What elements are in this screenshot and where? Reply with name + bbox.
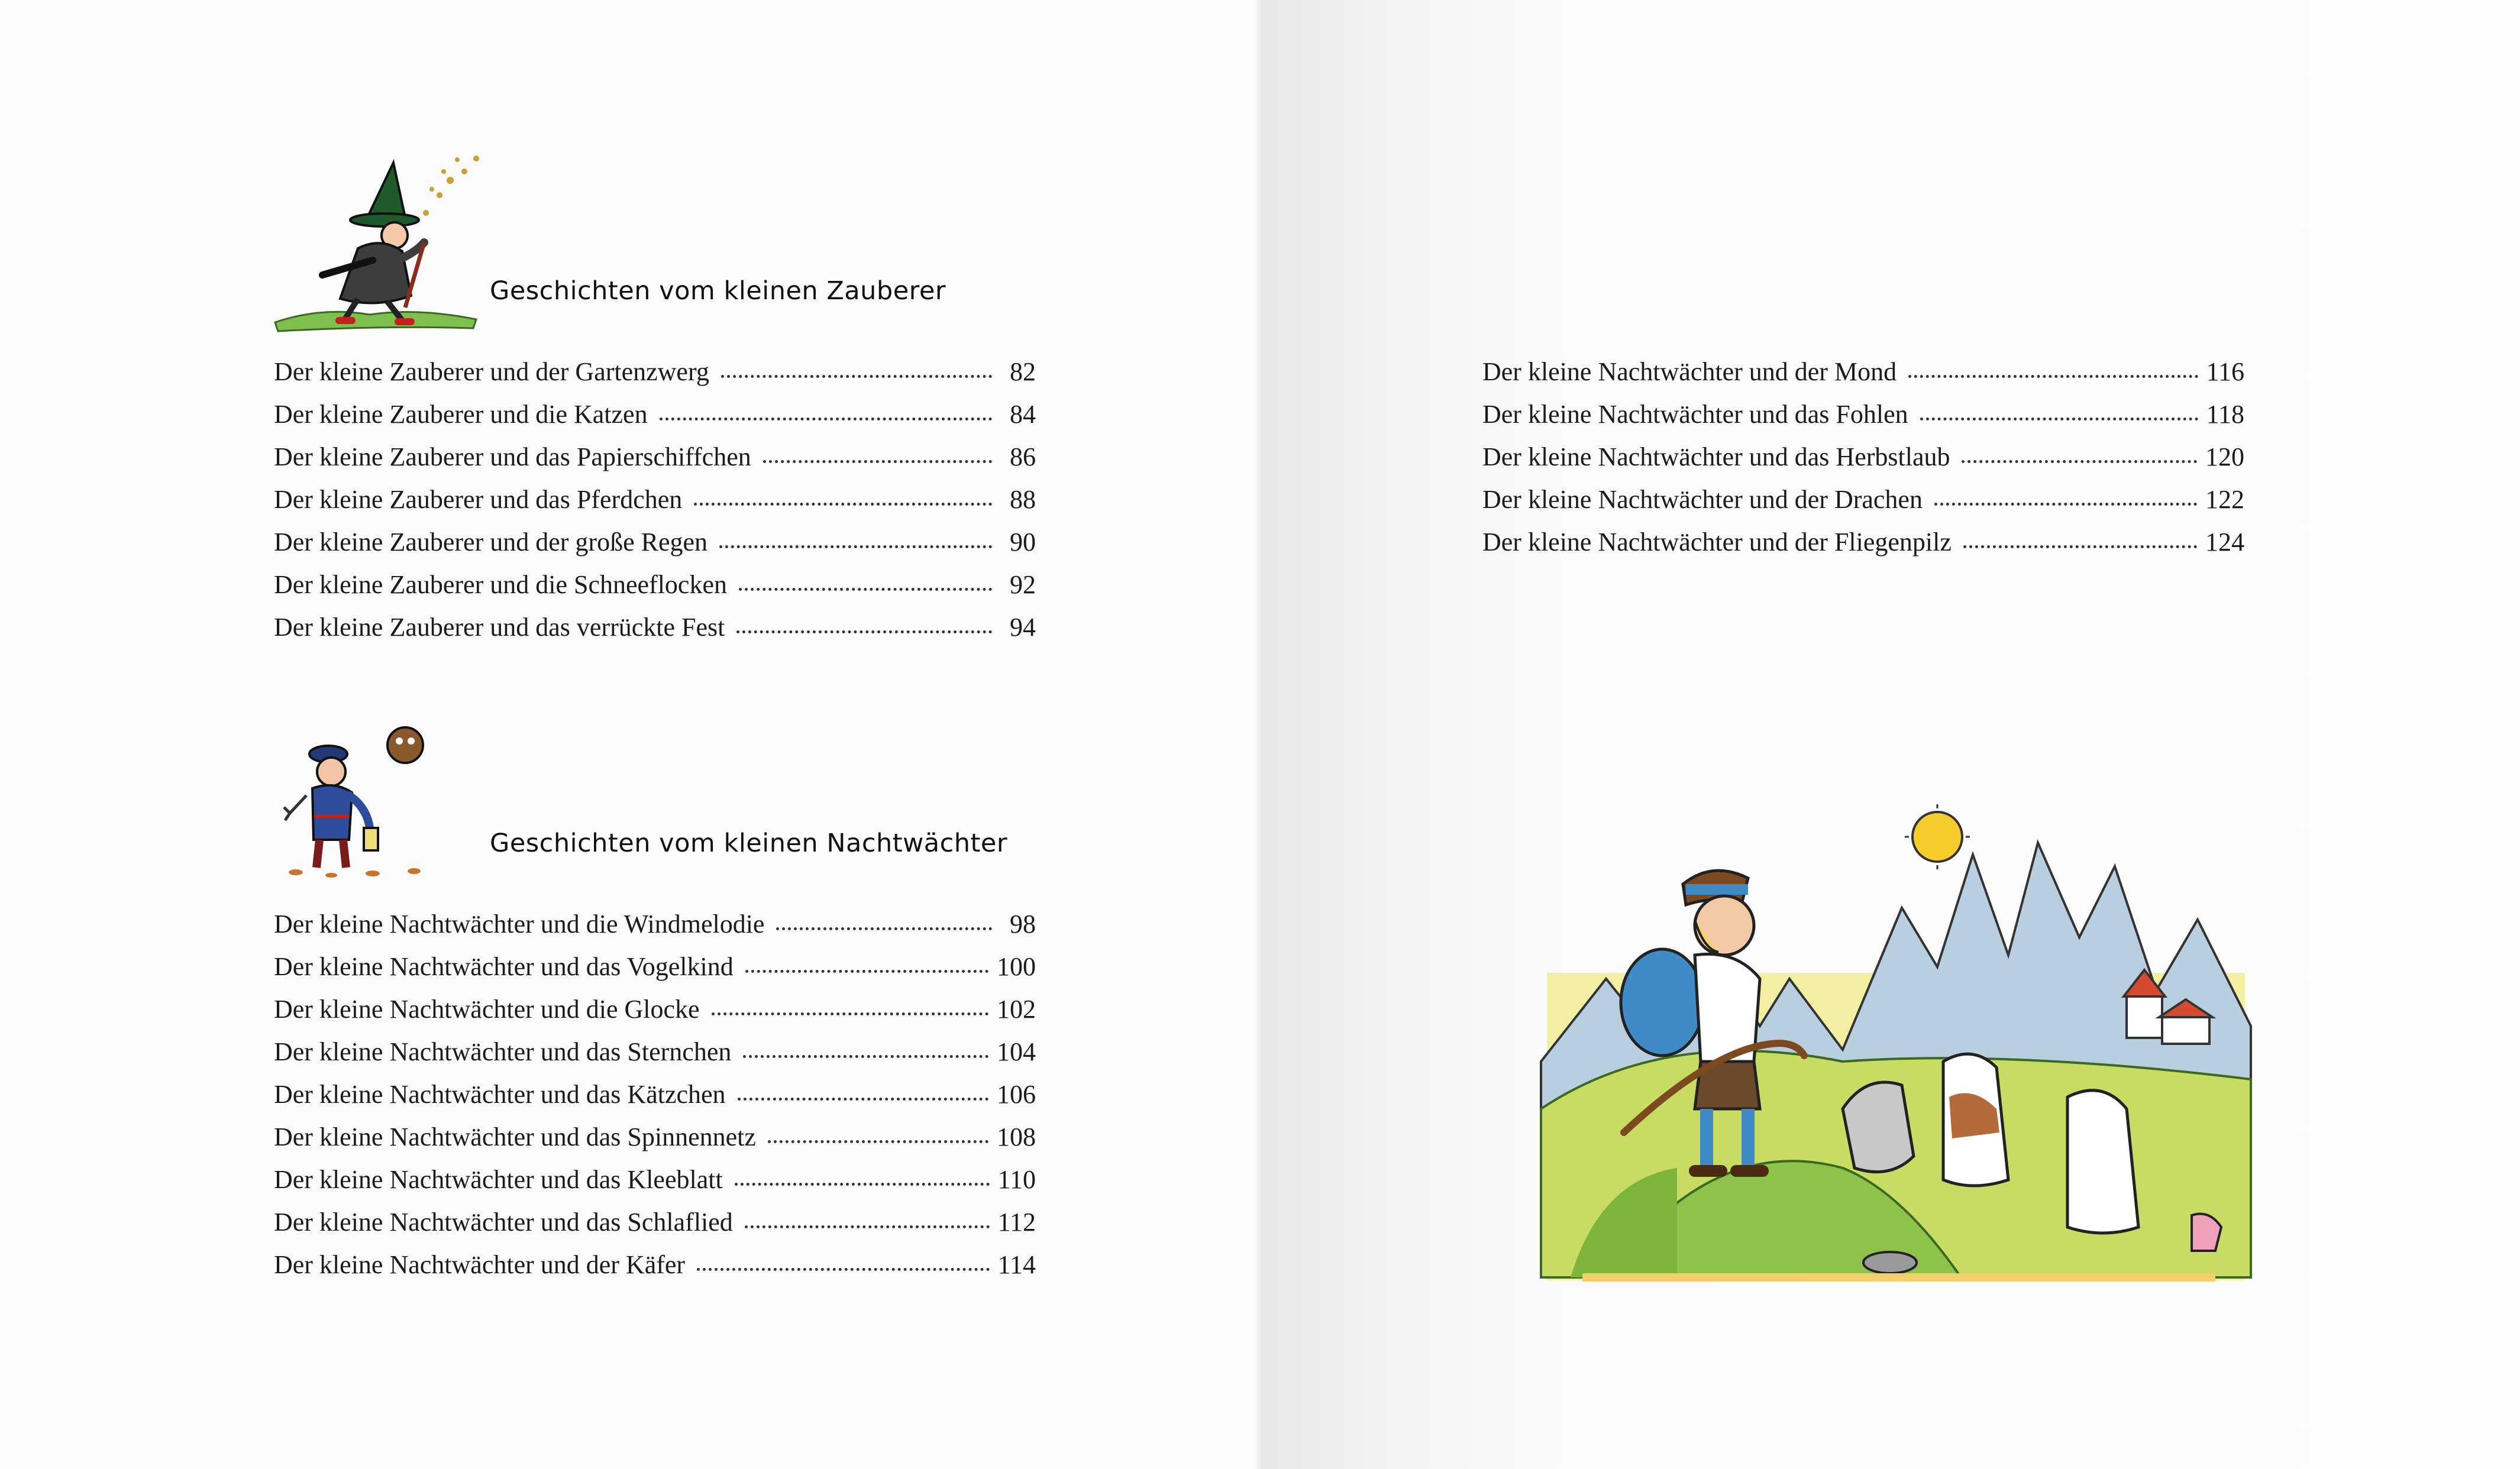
section-title-zauberer: Geschichten vom kleinen Zauberer bbox=[490, 276, 946, 306]
toc-entry-page-number: 118 bbox=[2206, 400, 2244, 429]
toc-entry-page-number: 124 bbox=[2205, 528, 2244, 556]
toc-entry bbox=[274, 484, 1036, 527]
toc-entry-title: Der kleine Nachtwächter und der Fliegenpilz bbox=[1482, 528, 1952, 556]
toc-entry-page-number: 114 bbox=[997, 1250, 1036, 1279]
toc-entry bbox=[1482, 399, 2244, 442]
toc-entry-page-number: 110 bbox=[997, 1165, 1036, 1194]
toc-entry-page-number: 88 bbox=[1010, 485, 1036, 514]
toc-leader-dots bbox=[735, 1183, 990, 1186]
toc-entry-title: Der kleine Nachtwächter und der Drachen bbox=[1482, 485, 1923, 514]
toc-entry-page-number: 90 bbox=[1010, 528, 1036, 556]
shepherd-with-goats-illustration bbox=[1535, 801, 2263, 1292]
toc-entry-page-number: 94 bbox=[1010, 613, 1036, 642]
toc-entry-title: Der kleine Nachtwächter und das Schlaflied bbox=[274, 1208, 733, 1237]
toc-entry-title: Der kleine Nachtwächter und die Windmelodie bbox=[274, 910, 765, 939]
toc-leader-dots bbox=[660, 418, 992, 420]
toc-leader-dots bbox=[1934, 503, 2197, 506]
toc-entry-page-number: 108 bbox=[997, 1122, 1036, 1151]
toc-entry-title: Der kleine Nachtwächter und der Mond bbox=[1482, 357, 1897, 386]
toc-entry bbox=[274, 1037, 1036, 1079]
toc-entry bbox=[274, 1079, 1036, 1122]
toc-entry-page-number: 102 bbox=[997, 995, 1036, 1024]
toc-entry-page-number: 84 bbox=[1010, 400, 1036, 429]
right-page bbox=[1260, 0, 2520, 1469]
wizard-illustration bbox=[269, 148, 494, 334]
toc-entry-page-number: 106 bbox=[997, 1080, 1036, 1109]
toc-leader-dots bbox=[739, 588, 992, 591]
toc-entry-page-number: 122 bbox=[2205, 485, 2244, 514]
toc-entry-page-number: 98 bbox=[1010, 910, 1036, 939]
toc-entry-title: Der kleine Nachtwächter und das Sternchen bbox=[274, 1037, 732, 1066]
toc-entry-page-number: 120 bbox=[2205, 442, 2244, 471]
toc-leader-dots bbox=[736, 630, 992, 633]
toc-leader-dots bbox=[1963, 545, 2197, 548]
toc-leader-dots bbox=[697, 1268, 990, 1271]
toc-leader-dots bbox=[1920, 418, 2198, 420]
toc-entry-page-number: 100 bbox=[997, 952, 1036, 981]
toc-entry bbox=[274, 952, 1036, 994]
toc-leader-dots bbox=[694, 503, 992, 506]
toc-entry-title: Der kleine Zauberer und die Katzen bbox=[274, 400, 648, 429]
toc-entry bbox=[274, 612, 1036, 655]
toc-entry bbox=[1482, 357, 2244, 399]
toc-entry bbox=[274, 527, 1036, 570]
toc-entry-page-number: 82 bbox=[1010, 357, 1036, 386]
toc-entry bbox=[274, 399, 1036, 442]
toc-leader-dots bbox=[712, 1012, 988, 1015]
toc-entry-title: Der kleine Nachtwächter und der Käfer bbox=[274, 1250, 686, 1279]
toc-leader-dots bbox=[776, 927, 992, 930]
toc-entry bbox=[274, 442, 1036, 484]
toc-nachtwaechter-continued bbox=[1482, 357, 2244, 570]
toc-entry-page-number: 116 bbox=[2206, 357, 2244, 386]
toc-entry-title: Der kleine Nachtwächter und das Kätzchen bbox=[274, 1080, 726, 1109]
toc-entry-page-number: 104 bbox=[997, 1037, 1036, 1066]
toc-leader-dots bbox=[743, 1055, 988, 1058]
toc-entry-title: Der kleine Nachtwächter und das Kleeblatt bbox=[274, 1165, 723, 1194]
toc-entry bbox=[274, 1207, 1036, 1250]
toc-entry-title: Der kleine Zauberer und der Gartenzwerg bbox=[274, 357, 709, 386]
section-title-nachtwaechter: Geschichten vom kleinen Nachtwächter bbox=[490, 829, 1008, 858]
toc-entry bbox=[1482, 442, 2244, 484]
toc-entry bbox=[274, 994, 1036, 1037]
toc-entry bbox=[1482, 484, 2244, 527]
toc-entry-title: Der kleine Nachtwächter und das Vogelkind bbox=[274, 952, 734, 981]
toc-entry bbox=[274, 1122, 1036, 1164]
toc-entry bbox=[274, 909, 1036, 952]
toc-leader-dots bbox=[768, 1140, 988, 1143]
night-watchman-illustration bbox=[278, 713, 444, 881]
toc-leader-dots bbox=[1962, 460, 2197, 463]
toc-entry-page-number: 112 bbox=[997, 1208, 1036, 1237]
toc-entry-title: Der kleine Zauberer und der große Regen bbox=[274, 528, 708, 556]
toc-entry-page-number: 92 bbox=[1010, 570, 1036, 599]
toc-leader-dots bbox=[763, 460, 992, 463]
toc-entry-title: Der kleine Zauberer und das Pferdchen bbox=[274, 485, 683, 514]
toc-entry-title: Der kleine Nachtwächter und das Spinnennetz bbox=[274, 1122, 756, 1151]
toc-entry bbox=[274, 570, 1036, 612]
toc-entry bbox=[1482, 527, 2244, 570]
toc-leader-dots bbox=[721, 375, 992, 378]
toc-zauberer bbox=[274, 357, 1036, 655]
toc-entry bbox=[274, 1164, 1036, 1207]
toc-leader-dots bbox=[719, 545, 992, 548]
toc-entry-title: Der kleine Zauberer und die Schneeflocken bbox=[274, 570, 727, 599]
toc-entry-title: Der kleine Zauberer und das Papierschiffchen bbox=[274, 442, 751, 471]
toc-leader-dots bbox=[745, 1225, 990, 1228]
toc-entry bbox=[274, 357, 1036, 399]
toc-entry-title: Der kleine Nachtwächter und das Herbstlaub bbox=[1482, 442, 1950, 471]
toc-leader-dots bbox=[745, 970, 988, 973]
toc-entry-page-number: 86 bbox=[1010, 442, 1036, 471]
toc-leader-dots bbox=[738, 1098, 988, 1101]
toc-entry-title: Der kleine Nachtwächter und die Glocke bbox=[274, 995, 700, 1024]
toc-entry bbox=[274, 1250, 1036, 1292]
toc-leader-dots bbox=[1908, 375, 2198, 378]
toc-entry-title: Der kleine Nachtwächter und das Fohlen bbox=[1482, 400, 1908, 429]
toc-nachtwaechter bbox=[274, 909, 1036, 1292]
toc-entry-title: Der kleine Zauberer und das verrückte Fest bbox=[274, 613, 725, 642]
